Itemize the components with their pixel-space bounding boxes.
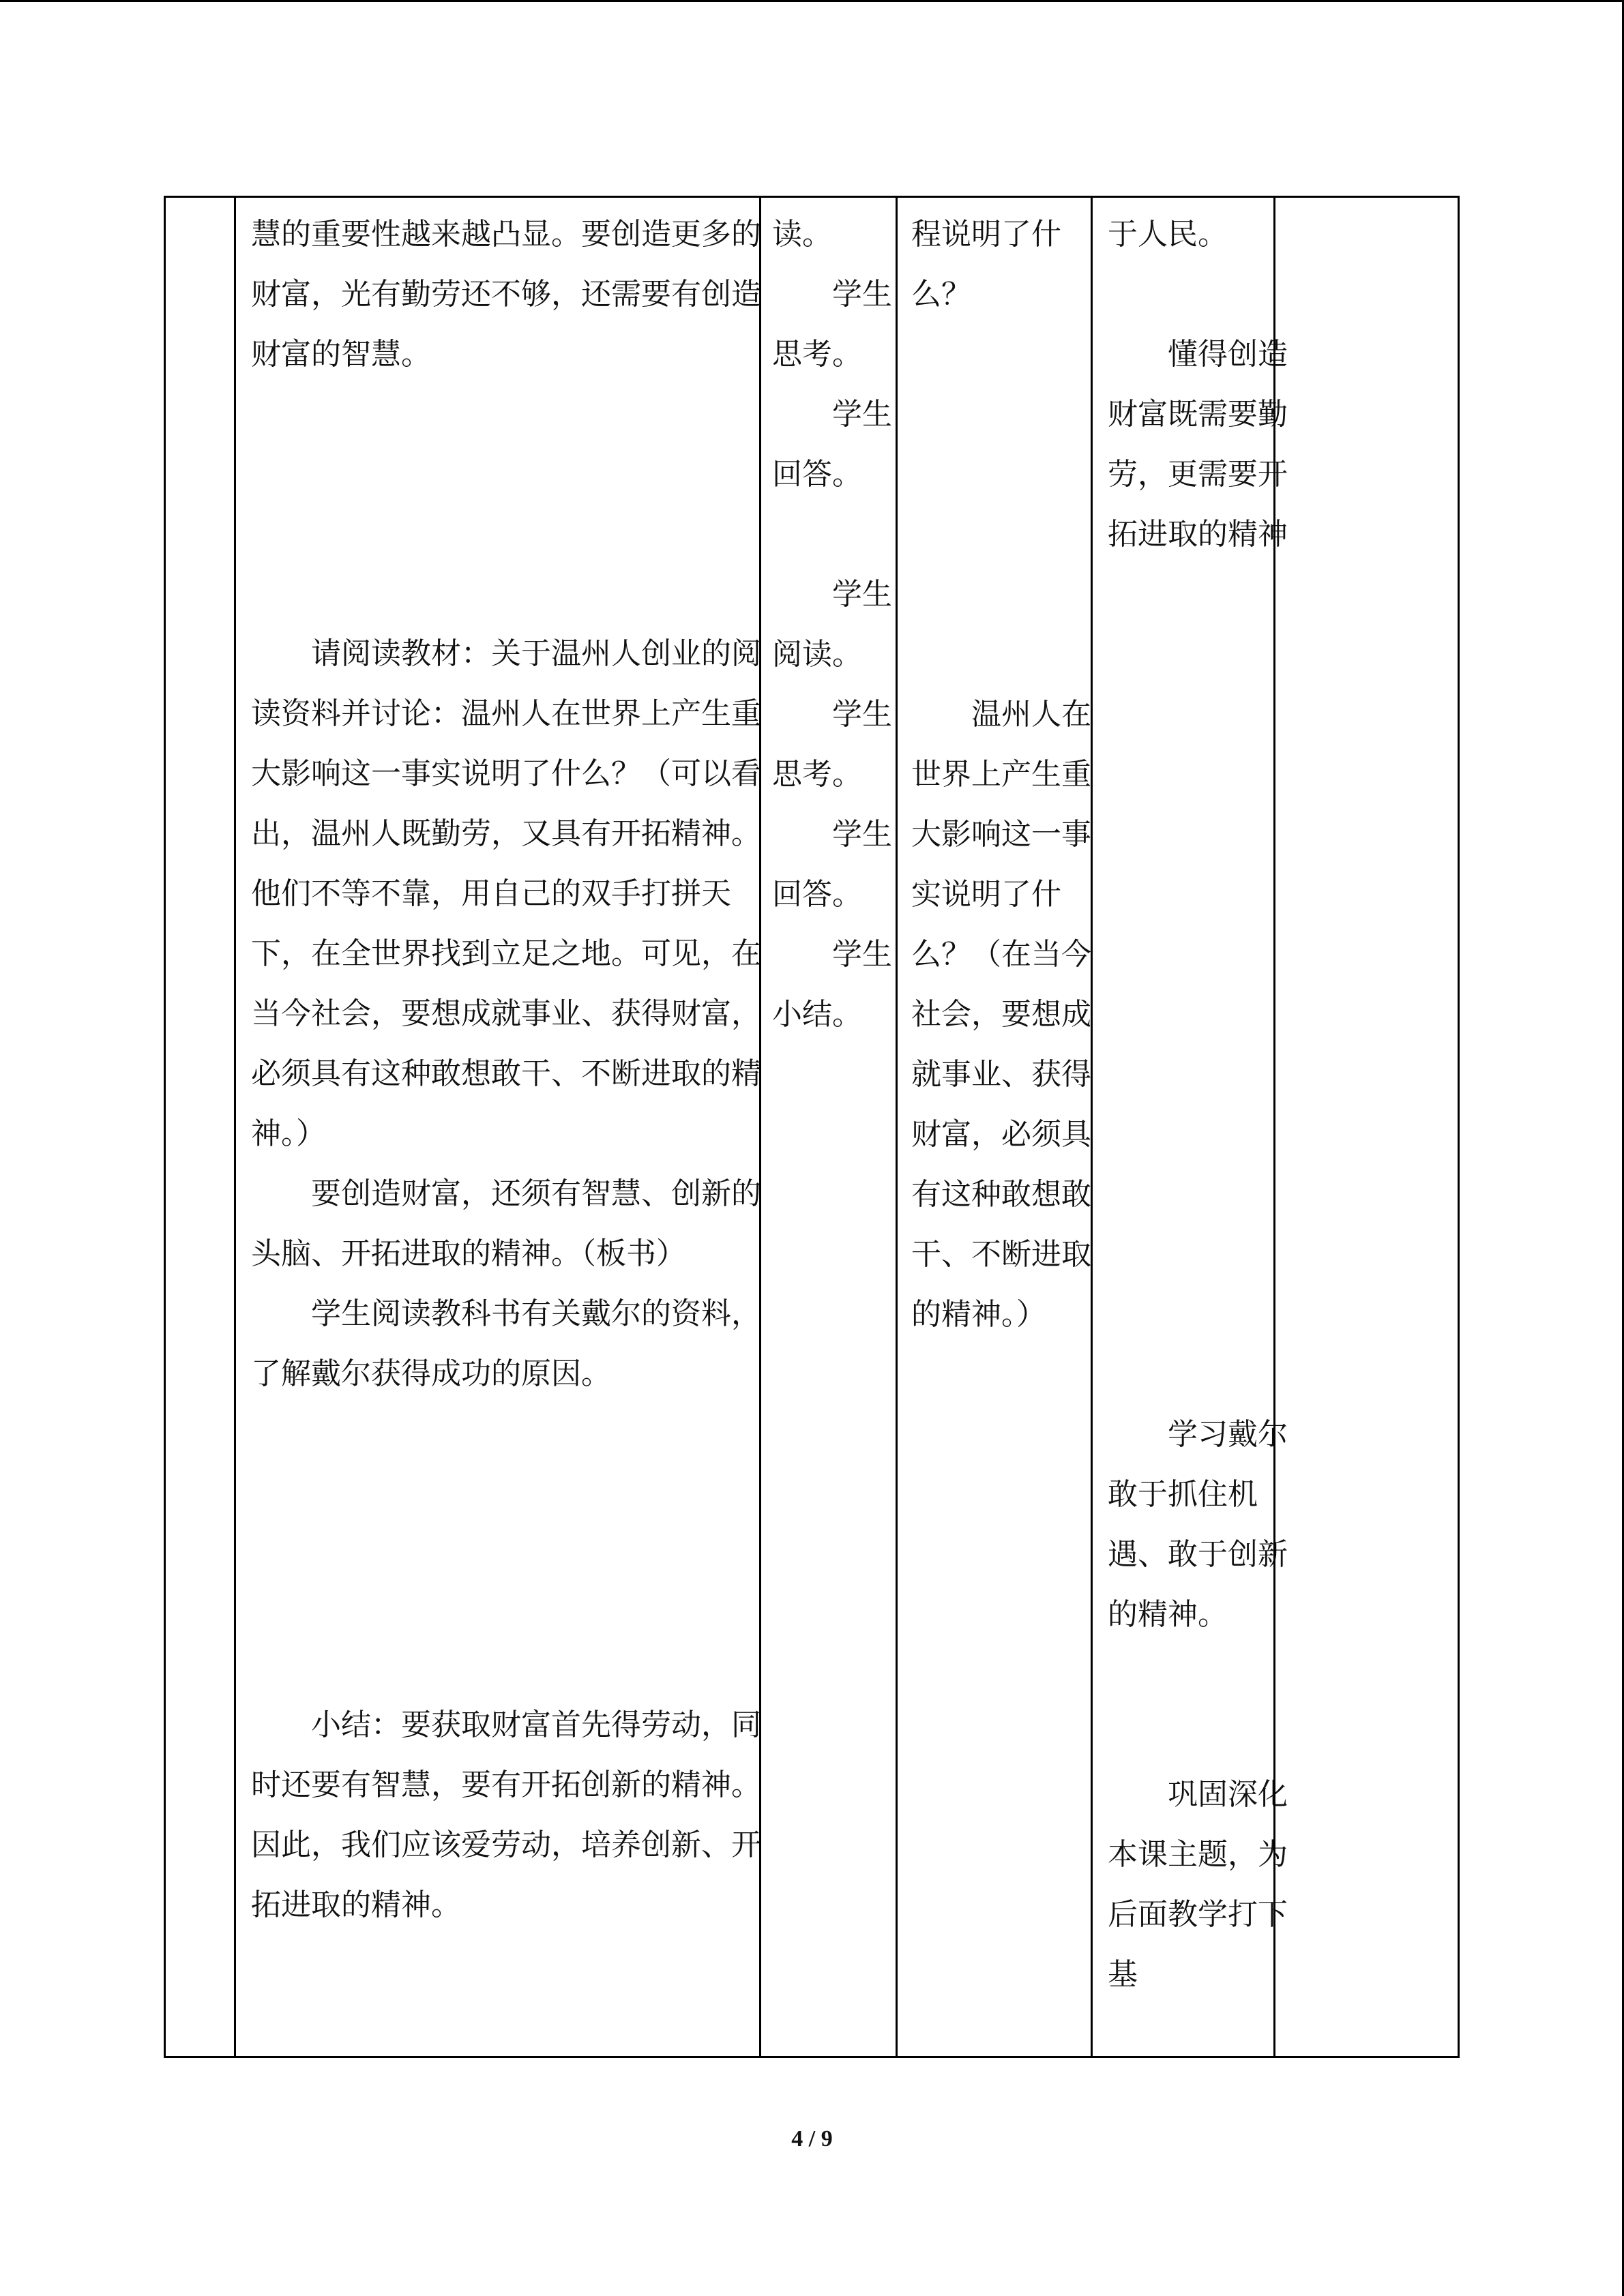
teaching-content-block-1: 慧的重要性越来越凸显。要创造更多的财富，光有勤劳还不够，还需要有创造财富的智慧。 xyxy=(251,217,761,372)
teaching-content-block-2: 请阅读教材：关于温州人创业的阅读资料并讨论：温州人在世界上产生重大影响这一事实说明了什么？（可以看出，温州人既勤劳，又具有开拓精神。他们不等不靠，用自己的双手打拼天下，在全世界找到立足之地。可见，在当今社会，要想成就事业、获得财富，必须具有这种敢想敢干、不断进取的精神。） 要创造财富，还须有智慧、创新的头脑、开拓进取的精神。（板书） 学生阅读教科书有关戴尔的资料，了解戴尔获得成功的原因。 xyxy=(251,636,761,1391)
table-column-6 xyxy=(1273,198,1462,2056)
questions-block-1: 程说明了什么？ xyxy=(911,217,1061,312)
design-intent-block-2: 学习戴尔敢于抓住机遇、敢于创新的精神。 xyxy=(1108,1417,1288,1632)
teaching-content-summary: 小结：要获取财富首先得劳动，同时还要有智慧，要有开拓创新的精神。因此，我们应该爱劳动，培养创新、开拓进取的精神。 xyxy=(251,1708,761,1922)
design-intent-block-1: 于人民。 懂得创造财富既需要勤劳，更需要开拓进取的精神 xyxy=(1108,217,1288,552)
page-top-border xyxy=(0,0,1624,2)
questions-block-2: 温州人在世界上产生重大影响这一事实说明了什么？（在当今社会，要想成就事业、获得财富，必须具有这种敢想敢干、不断进取的精神。） xyxy=(911,697,1091,1332)
table-column-teaching-content xyxy=(234,198,759,2056)
table-column-design-intent xyxy=(1091,198,1288,2056)
table-column-1 xyxy=(166,198,234,2056)
table-column-questions xyxy=(896,198,1091,2056)
student-activity-text: 读。 学生思考。 学生回答。 学生阅读。 学生思考。 学生回答。 学生小结。 xyxy=(772,217,892,1032)
design-intent-block-3: 巩固深化本课主题，为后面教学打下基 xyxy=(1108,1777,1288,1992)
page-number: 4 / 9 xyxy=(791,2126,833,2151)
lesson-plan-table xyxy=(164,196,1460,2058)
table-column-student-activity xyxy=(759,198,896,2056)
